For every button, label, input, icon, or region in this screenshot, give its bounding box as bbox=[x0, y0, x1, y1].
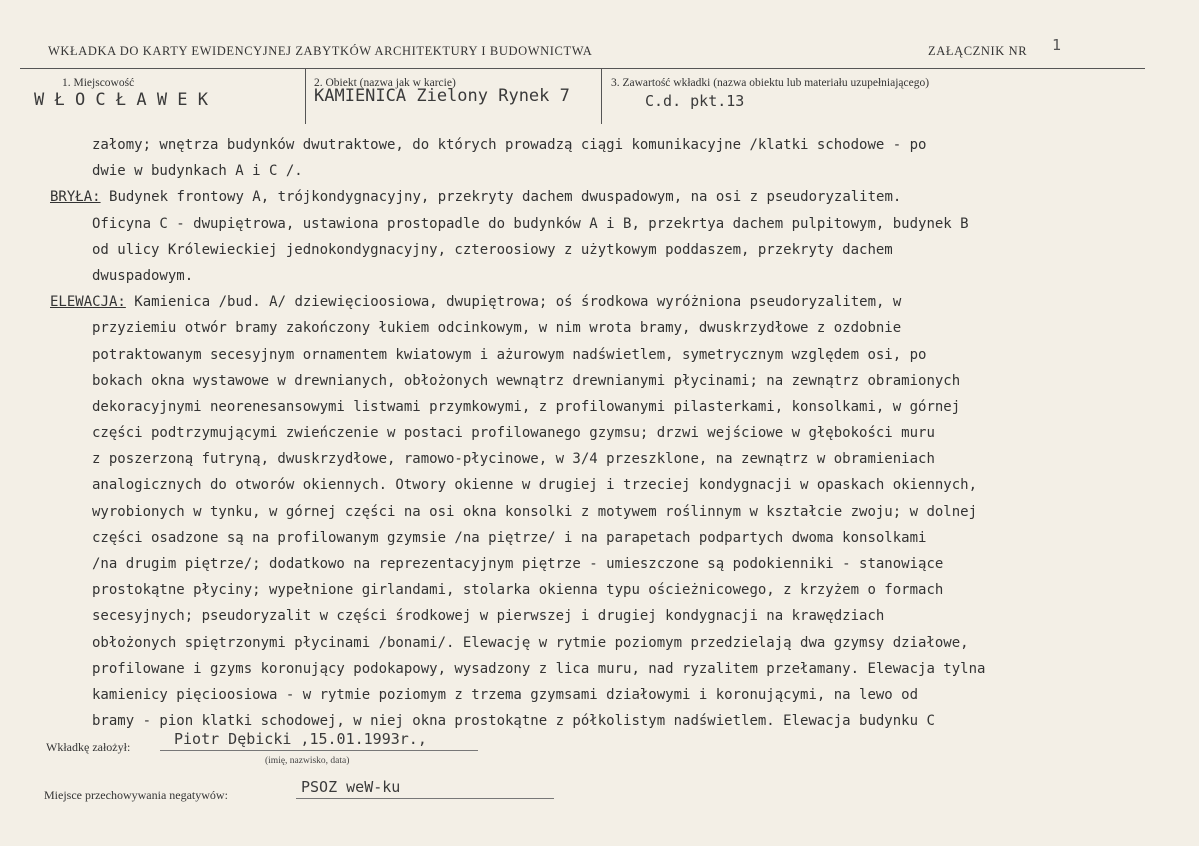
body-line: załomy; wnętrza budynków dwutraktowe, do których prowadzą ciągi komunikacyjne /klatki schodowe - po bbox=[92, 137, 927, 153]
storage-label: Miejsce przechowywania negatywów: bbox=[44, 788, 228, 802]
field-divider-1 bbox=[305, 68, 306, 124]
object-label: 2. Obiekt (nazwa jak w karcie) bbox=[314, 77, 456, 89]
storage-value: PSOZ weW-ku bbox=[301, 778, 401, 796]
body-line: części osadzone są na profilowanym gzymsie /na piętrze/ i na parapetach podpartych dwoma konsolkami bbox=[92, 529, 927, 546]
card-title: WKŁADKA DO KARTY EWIDENCYJNEJ ZABYTKÓW ARCHITEKTURY I BUDOWNICTWA bbox=[48, 44, 593, 58]
body-line: prostokątne płyciny; wypełnione girlandami, stolarka okienna typu ościeżnicowego, z krzyżem o formach bbox=[92, 582, 944, 599]
body-line: Kamienica /bud. A/ dziewięcioosiowa, dwupiętrowa; oś środkowa wyróżniona pseudoryzalitem, w bbox=[134, 294, 902, 311]
body-line: dwie w budynkach A i C /. bbox=[92, 163, 303, 180]
body-line: /na drugim piętrze/; dodatkowo na reprezentacyjnym piętrze - umieszczone są podokienniki - stanowiące bbox=[92, 556, 944, 572]
body-line: Oficyna C - dwupiętrowa, ustawiona prostopadle do budynków A i B, przekrtya dachem pulpitowym, budynek B bbox=[92, 215, 969, 232]
body-line: części podtrzymującymi zwieńczenie w postaci profilowanego gzymsu; drzwi wejściowe w głębokości muru bbox=[92, 425, 935, 442]
body-line: od ulicy Królewieckiej jednokondygnacyjny, czteroosiowy z użytkowym poddaszem, przekryty dachem bbox=[92, 241, 893, 258]
author-value: Piotr Dębicki ,15.01.1993r., bbox=[174, 730, 427, 748]
author-label: Wkładkę założył: bbox=[46, 740, 131, 754]
card-body bbox=[50, 132, 1160, 734]
body-line: przyziemiu otwór bramy zakończony łukiem odcinkowym, w nim wrota bramy, dwuskrzydłowe z ozdobnie bbox=[92, 320, 902, 337]
locality-value: W Ł O C Ł A W E K bbox=[34, 90, 208, 110]
author-line bbox=[160, 750, 478, 751]
contents-label: 3. Zawartość wkładki (nazwa obiektu lub materiału uzupełniającego) bbox=[611, 77, 930, 89]
heading-elewacja: ELEWACJA: bbox=[50, 294, 126, 311]
body-line: profilowane i gzyms koronujący podokapowy, wysadzony z lica muru, nad ryzalitem przełamany. Elewacja tylna bbox=[92, 660, 986, 677]
body-line: z poszerzoną futryną, dwuskrzydłowe, ramowo-płycinowe, w 3/4 przeszklone, na zewnątrz w obramieniach bbox=[92, 451, 935, 468]
header-divider bbox=[20, 68, 1145, 69]
body-line: kamienicy pięcioosiowa - w rytmie poziomym z trzema gzymsami działowymi i koronującymi, na lewo od bbox=[92, 686, 919, 703]
body-line: dekoracyjnymi neorenesansowymi listwami przymkowymi, z profilowanymi pilasterkami, konsolkami, w górnej bbox=[92, 398, 961, 415]
body-line: analogicznych do otworów okiennych. Otwory okienne w drugiej i trzeciej kondygnacji w opaskach okiennych, bbox=[92, 477, 978, 494]
storage-line bbox=[296, 798, 554, 799]
body-line: secesyjnych; pseudoryzalit w części środkowej w pierwszej i drugiej kondygnacji na krawędziach bbox=[92, 608, 885, 625]
heading-bryla: BRYŁA: bbox=[50, 189, 101, 206]
body-line: bramy - pion klatki schodowej, w niej okna prostokątne z półkolistym nadświetlem. Elewacja budynku C bbox=[92, 713, 935, 730]
body-line: obłożonych spiętrzonymi płycinami /bonami/. Elewację w rytmie poziomym przedzielają dwa gzymsy działowe, bbox=[92, 634, 969, 651]
body-line: bokach okna wystawowe w drewnianych, obłożonych wewnątrz drewnianymi płycinami; na zewnątrz obramionych bbox=[92, 372, 961, 389]
field-divider-2 bbox=[601, 68, 602, 124]
annex-label: ZAŁĄCZNIK NR bbox=[928, 44, 1028, 58]
body-line: dwuspadowym. bbox=[92, 267, 194, 284]
object-value: KAMIENICA Zielony Rynek 7 bbox=[314, 86, 570, 106]
body-line: potraktowanym secesyjnym ornamentem kwiatowym i ażurowym nadświetlem, symetrycznym względem osi, po bbox=[92, 346, 927, 363]
annex-number: 1 bbox=[1052, 36, 1062, 54]
locality-label: 1. Miejscowość bbox=[62, 77, 135, 89]
body-line-bryla bbox=[50, 184, 1160, 210]
body-line-elewacja bbox=[50, 289, 1160, 315]
body-line: Budynek frontowy A, trójkondygnacyjny, przekryty dachem dwuspadowym, na osi z pseudoryzalitem. bbox=[109, 189, 902, 206]
author-hint: (imię, nazwisko, data) bbox=[265, 756, 350, 766]
contents-value: C.d. pkt.13 bbox=[645, 92, 745, 110]
body-line: wyrobionych w tynku, w górnej części na osi okna konsolki z motywem roślinnym w kształcie zwoju; w dolnej bbox=[92, 503, 978, 520]
